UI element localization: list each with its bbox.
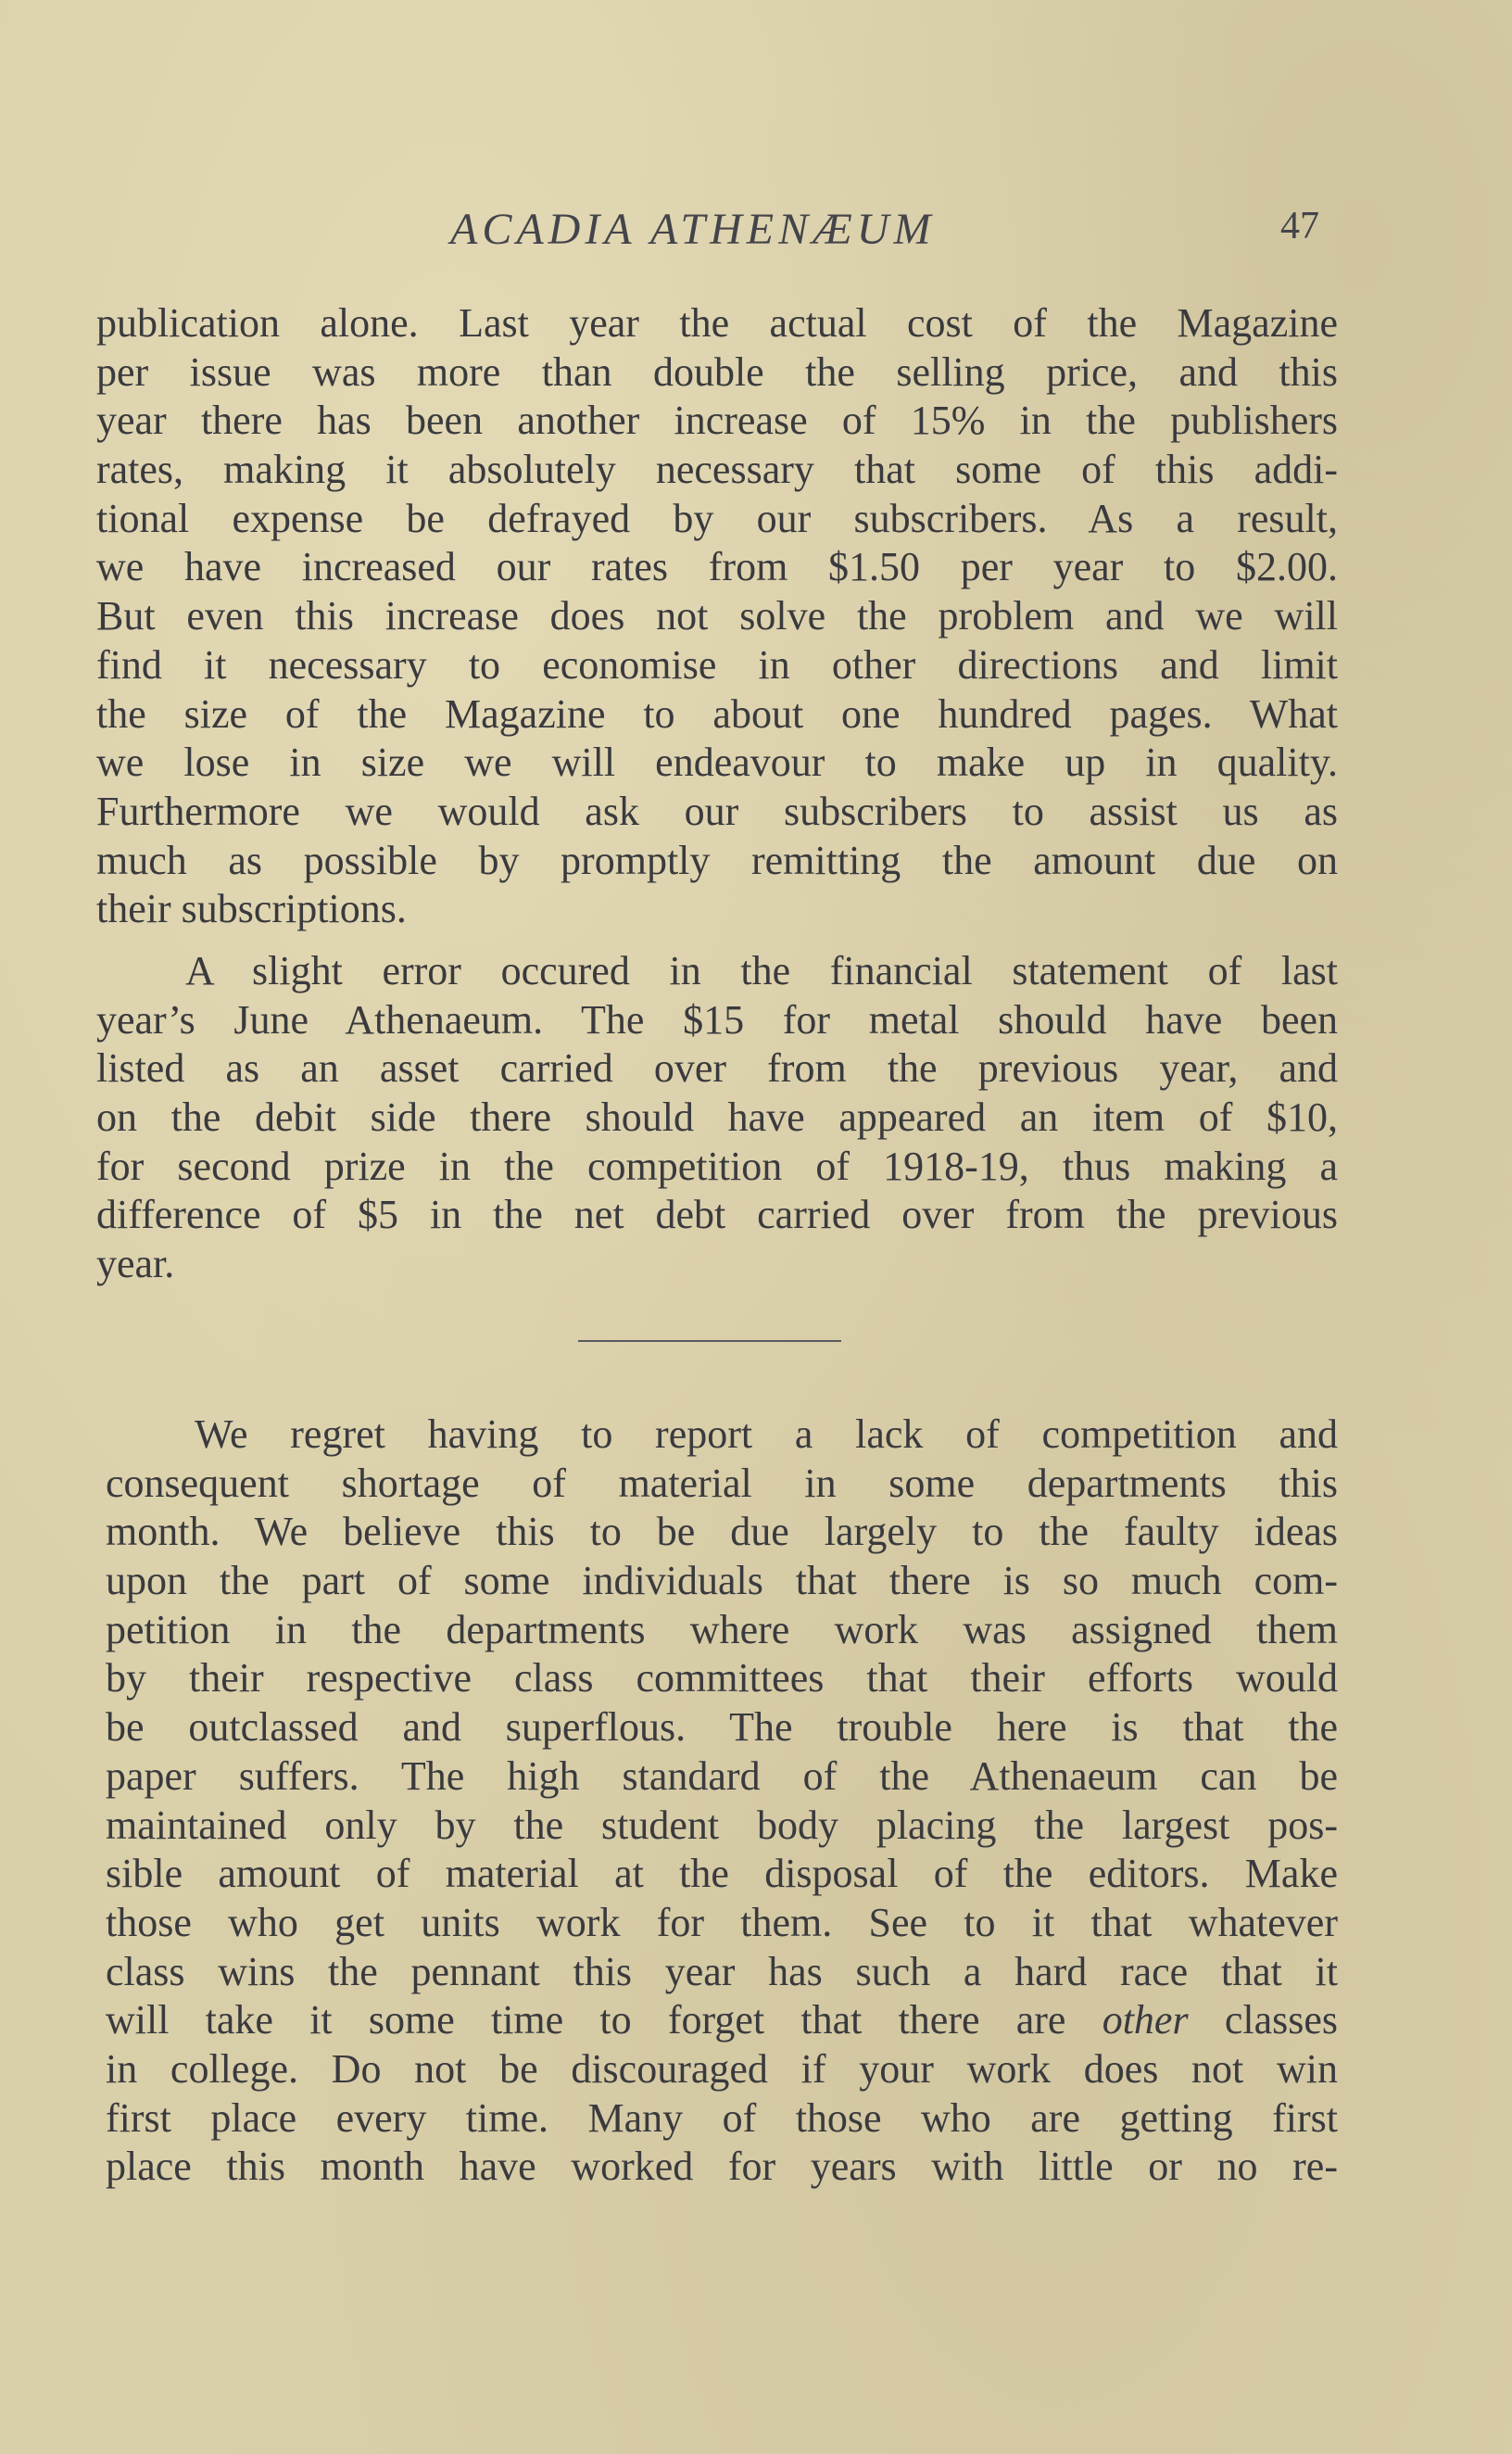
- journal-title: ACADIA ATHENÆUM: [450, 205, 936, 254]
- text-line: first place every time. Many of those who are getting first: [106, 2094, 1338, 2141]
- text-line: year’s June Athenaeum. The $15 for metal should have been: [96, 996, 1338, 1043]
- italic-word: other: [1102, 1997, 1189, 2043]
- text-line: year there has been another increase of 15% in the publishers: [96, 398, 1338, 444]
- text-segment: will take it some time to forget that there are: [106, 1997, 1066, 2043]
- text-line: upon the part of some individuals that there is so much com-: [106, 1558, 1338, 1604]
- text-line: place this month have worked for years with little or no re-: [106, 2144, 1338, 2190]
- text-segment: classes: [1224, 1997, 1338, 2043]
- text-line: But even this increase does not solve the problem and we will: [96, 593, 1338, 639]
- text-line-mixed: [106, 1996, 1338, 2045]
- text-line: Furthermore we would ask our subscribers to assist us as: [96, 788, 1338, 834]
- text-line: listed as an asset carried over from the previous year, and: [96, 1045, 1338, 1092]
- text-line: maintained only by the student body placing the largest pos-: [106, 1802, 1338, 1848]
- text-line: for second prize in the competition of 1918-19, thus making a: [96, 1143, 1338, 1189]
- running-header: [0, 204, 1512, 259]
- text-line: per issue was more than double the selling price, and this: [96, 348, 1338, 395]
- text-line: petition in the departments where work was assigned them: [106, 1606, 1338, 1652]
- text-line: A slight error occured in the financial statement of last: [185, 948, 1338, 993]
- text-line: We regret having to report a lack of competition and: [195, 1411, 1338, 1457]
- text-line: publication alone. Last year the actual cost of the Magazine: [96, 300, 1338, 346]
- text-line: year.: [96, 1241, 175, 1287]
- paragraph-financial-correction: [96, 947, 1338, 1289]
- text-line: difference of $5 in the net debt carried over from the previous: [96, 1192, 1338, 1238]
- paragraph-subscription-rates: [96, 299, 1338, 934]
- text-line: on the debit side there should have appeared an item of $10,: [96, 1094, 1338, 1141]
- text-line: sible amount of material at the disposal of the editors. Make: [106, 1851, 1338, 1897]
- text-line: rates, making it absolutely necessary that some of this addi-: [96, 447, 1338, 493]
- text-line: those who get units work for them. See to it that whatever: [106, 1899, 1338, 1945]
- text-line: class wins the pennant this year has such a hard race that it: [106, 1948, 1338, 1994]
- text-line: much as possible by promptly remitting the amount due on: [96, 837, 1338, 883]
- text-line: consequent shortage of material in some departments this: [106, 1460, 1338, 1506]
- paragraph-competition: [106, 1410, 1338, 2192]
- text-line: the size of the Magazine to about one hundred pages. What: [96, 690, 1338, 737]
- section-divider: [578, 1340, 841, 1342]
- text-line: we lose in size we will endeavour to make up in quality.: [96, 740, 1338, 786]
- text-line: paper suffers. The high standard of the Athenaeum can be: [106, 1752, 1338, 1799]
- text-line: month. We believe this to be due largely to the faulty ideas: [106, 1509, 1338, 1555]
- text-line: by their respective class committees that their efforts would: [106, 1655, 1338, 1701]
- text-line: find it necessary to economise in other directions and limit: [96, 641, 1338, 688]
- text-line: their subscriptions.: [96, 886, 407, 932]
- text-line: in college. Do not be discouraged if your work does not win: [106, 2045, 1338, 2092]
- text-line: we have increased our rates from $1.50 per year to $2.00.: [96, 544, 1338, 590]
- page-number: 47: [1280, 205, 1319, 247]
- text-line: tional expense be defrayed by our subscribers. As a result,: [96, 495, 1338, 541]
- text-line: be outclassed and superflous. The trouble here is that the: [106, 1704, 1338, 1751]
